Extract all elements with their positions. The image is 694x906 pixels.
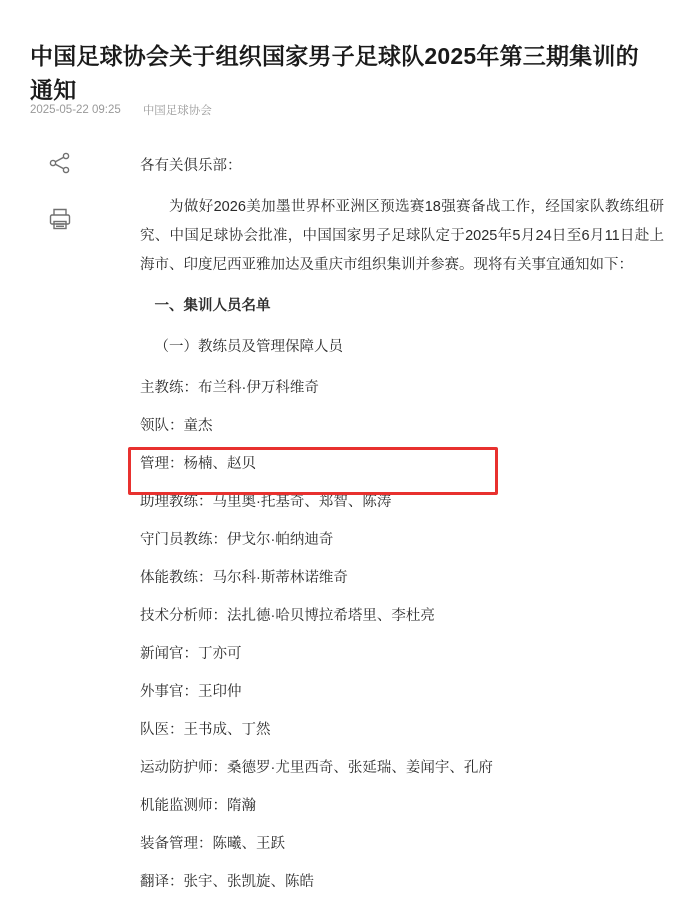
staff-line-management: 管理：杨楠、赵贝 [140, 456, 256, 472]
staff-line-physio: 运动防护师：桑德罗·尤里西奇、张延瑞、姜闻宇、孔府 [140, 760, 493, 776]
staff-line-head-coach: 主教练：布兰科·伊万科维奇 [140, 380, 319, 396]
body-paragraph: 为做好2026美加墨世界杯亚洲区预选赛18强赛备战工作，经国家队教练组研究、中国足球协会批准，中国国家男子足球队定于2025年5月24日至6月11日赴上海市、印度尼西亚雅加达及重庆市组织集训并参赛。现将有关事宜通知如下： [140, 199, 664, 273]
staff-line-goalkeeper-coach: 守门员教练：伊戈尔·帕纳迪奇 [140, 532, 334, 548]
share-icon[interactable] [47, 150, 73, 176]
staff-line-assistant-coach: 助理教练：马里奥·托基奇、郑智、陈涛 [140, 494, 392, 510]
staff-line-fitness-coach: 体能教练：马尔科·斯蒂林诺维奇 [140, 570, 348, 586]
staff-line-monitoring: 机能监测师：隋瀚 [140, 798, 256, 814]
page-title: 中国足球协会关于组织国家男子足球队2025年第三期集训的通知 [30, 43, 639, 104]
staff-line-press-officer: 新闻官：丁亦可 [140, 646, 242, 662]
staff-line-team-doctor: 队医：王书成、丁然 [140, 722, 271, 738]
publish-source: 中国足球协会 [142, 105, 212, 117]
staff-line-equipment: 装备管理：陈曦、王跃 [140, 836, 285, 852]
publish-date: 2025-05-22 09:25 [30, 104, 121, 116]
staff-line-team-leader: 领队：童杰 [140, 418, 213, 434]
body-paragraph: 各有关俱乐部： [140, 158, 242, 174]
article-body [140, 152, 664, 906]
section-heading: 一、集训人员名单 [154, 298, 271, 314]
article-meta [30, 102, 212, 118]
action-rail [40, 150, 80, 232]
subsection-heading: （一）教练员及管理保障人员 [154, 339, 343, 355]
staff-line-analyst: 技术分析师：法扎德·哈贝博拉希塔里、李杜亮 [140, 608, 435, 624]
printer-icon[interactable] [47, 206, 73, 232]
staff-line-translator: 翻译：张宇、张凯旋、陈皓 [140, 874, 314, 890]
staff-line-foreign-affairs: 外事官：王印仲 [140, 684, 242, 700]
